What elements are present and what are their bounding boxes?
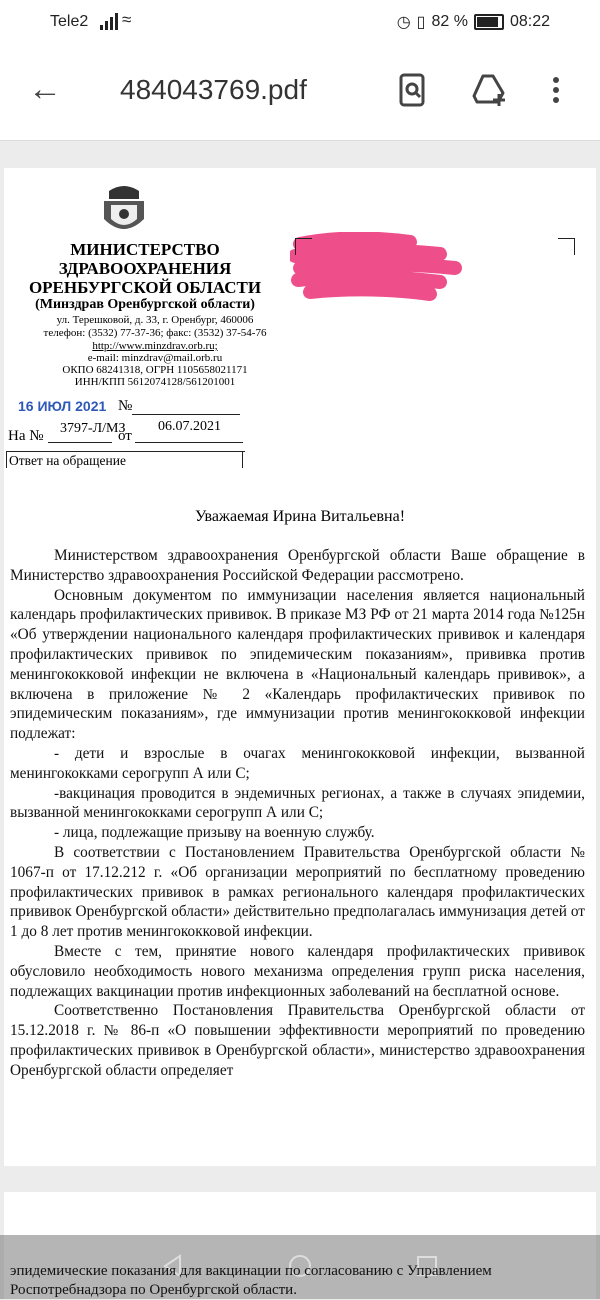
signal-icon — [100, 12, 118, 30]
paragraph: Основным документом по иммунизации населения является национальный календарь профилактических прививок. В приказе МЗ РФ от 21 марта 2014 года №125н «Об утверждении национального календаря профилактических прививок и календаря профилактических прививок по эпидемическим показаниям», прививка против менингококковой инфекции не включена в «Национальный календарь прививок», а включена в приложение № 2 «Календарь профилактических прививок по эпидемическим показаниям», где иммунизации против менингококковой инфекции подлежат: — [10, 586, 585, 743]
clock: 08:22 — [509, 13, 550, 30]
number-line — [132, 414, 240, 415]
add-to-drive-icon[interactable] — [472, 72, 508, 108]
number-label: № — [118, 398, 133, 414]
ministry-line-2: ЗДРАВООХРАНЕНИЯ — [58, 259, 232, 278]
page-2-text: эпидемические показания для вакцинации по согласованию с Управлением Роспотребнадзора по Оренбургской области. — [10, 1263, 492, 1298]
inn: ИНН/КПП 5612074128/561201001 — [74, 376, 236, 388]
ref-line — [48, 442, 112, 443]
paragraph: - дети и взрослые в очагах менингококковой инфекции, вызванной менингококками серогрупп А или С; — [10, 744, 585, 782]
registration-stamp — [18, 398, 106, 414]
paragraph: Министерством здравоохранения Оренбургской области Ваше обращение в Министерство здравоохранения Российской Федерации рассмотрено. — [10, 547, 585, 584]
date-line — [135, 442, 243, 443]
subject: Ответ на обращение — [9, 453, 126, 468]
wifi-icon: ≈ — [122, 10, 132, 29]
from-label: от — [118, 428, 132, 444]
battery-icon — [474, 14, 504, 30]
ministry-line-3: ОРЕНБУРГСКОЙ ОБЛАСТИ — [28, 278, 262, 297]
phone: телефон: (3532) 77-37-36; факс: (3532) 37-54-76 — [43, 327, 267, 339]
reference-date: 06.07.2021 — [158, 419, 221, 434]
alarm-icon: ◷ — [396, 14, 411, 31]
arrow-left-icon[interactable]: ← — [28, 70, 62, 108]
address-corner-left — [295, 238, 312, 255]
ministry-short-name: (Минздрав Оренбургской области) — [35, 297, 255, 312]
paragraph: -вакцинация проводится в эндемичных регионах, а также в случаях эпидемии, вызванной менингококками серогрупп А или С; — [10, 784, 585, 822]
vibrate-icon: ▯ — [416, 14, 426, 31]
address-corner-right — [558, 238, 575, 255]
in-reply-label: На № — [8, 428, 44, 444]
carrier-label: Tele2 — [50, 13, 89, 30]
status-bar — [0, 0, 600, 44]
website: http://www.minzdrav.orb.ru; — [92, 340, 218, 352]
reference-number: 3797-Л/МЗ — [60, 421, 126, 436]
okpo: ОКПО 68241318, ОГРН 1105658021171 — [62, 364, 248, 376]
paragraph: - лица, подлежащие призыву на военную службу. — [54, 824, 375, 842]
more-vert-icon[interactable] — [546, 72, 566, 108]
document-search-icon[interactable] — [395, 72, 431, 108]
subject-bracket-right — [226, 451, 243, 468]
paragraph: Вместе с тем, принятие нового календаря профилактических прививок обусловило необходимость нового механизма определения групп риска населения, подлежащих вакцинации против инфекционных заболеваний на бесплатной основе. — [10, 942, 585, 1000]
app-bar — [0, 44, 600, 141]
stamp-date: 16 ИЮЛ 2021 — [18, 398, 107, 414]
address: ул. Терешковой, д. 33, г. Оренбург, 460006 — [56, 314, 254, 326]
paragraph: Соответственно Постановления Правительства Оренбургской области от 15.12.2018 г. № 86-п «О повышении эффективности мероприятий по проведению профилактических прививок в Оренбургской области», министерство здравоохранения Оренбургской области определяет — [10, 1002, 585, 1079]
file-name-title: 484043769.pdf — [120, 74, 307, 105]
letter-body — [10, 546, 585, 1081]
battery-percent: 82 % — [431, 13, 468, 30]
coat-of-arms-icon — [99, 181, 149, 237]
ministry-line-1: МИНИСТЕРСТВО — [70, 240, 220, 259]
paragraph: В соответствии с Постановлением Правительства Оренбургской области № 1067-п от 17.12.212 г. «Об организации мероприятий по бесплатному проведению профилактических прививок в рамках регионального календаря профилактических прививок Оренбургской области» действительно предполагалась иммунизация детей от 1 до 8 лет против менингококковой инфекции. — [10, 843, 585, 941]
greeting: Уважаемая Ирина Витальевна! — [194, 508, 406, 525]
email: e-mail: minzdrav@mail.orb.ru — [87, 352, 223, 364]
redaction-scribble — [290, 232, 462, 302]
